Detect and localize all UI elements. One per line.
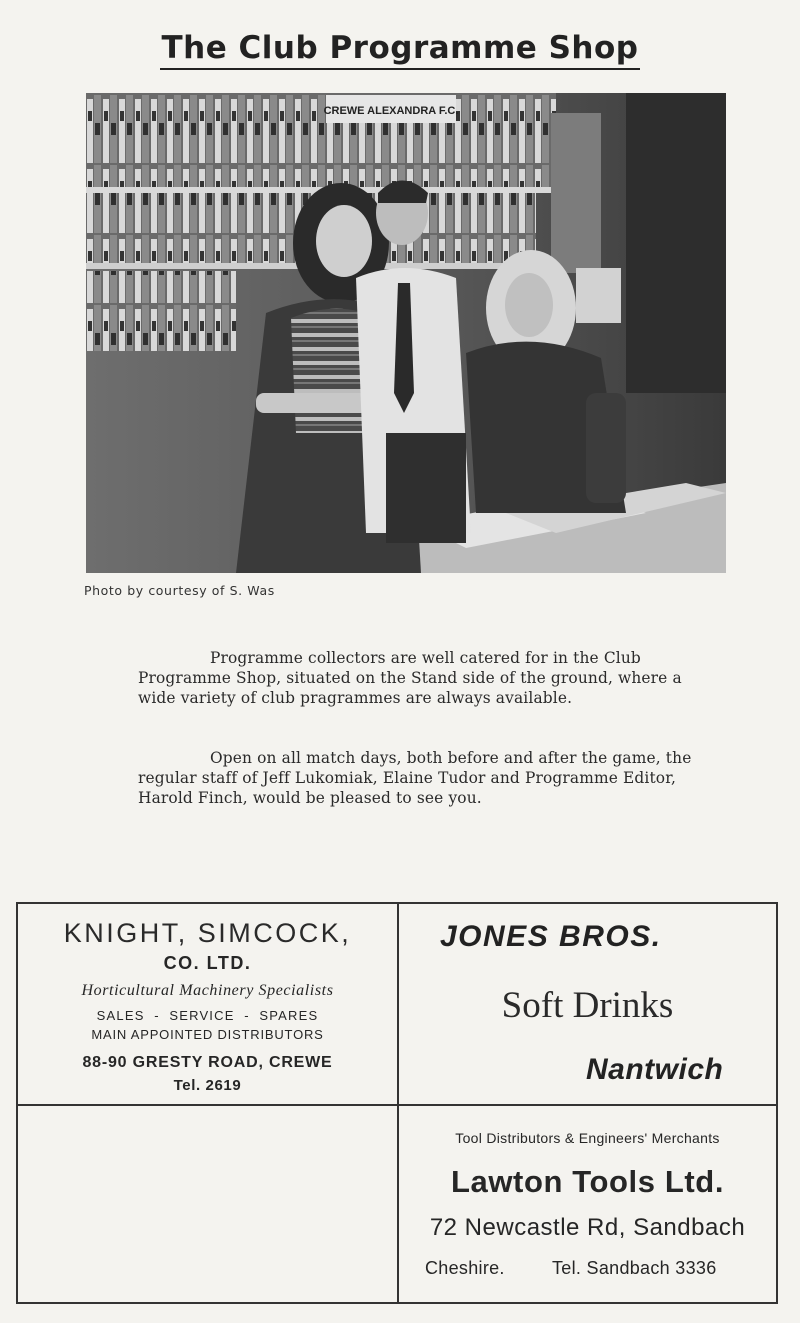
lawton-address: 72 Newcastle Rd, Sandbach xyxy=(429,1214,746,1241)
knight-simcock-services: SALES - SERVICE - SPARES xyxy=(96,1008,319,1023)
jones-bros-town: Nantwich xyxy=(586,1053,724,1086)
lawton-trade-line: Tool Distributors & Engineers' Merchants xyxy=(455,1130,720,1146)
photo-sign-text: CREWE ALEXANDRA F.C. xyxy=(323,105,459,117)
shop-photo xyxy=(86,93,726,573)
lawton-tel: Tel. Sandbach 3336 xyxy=(552,1258,717,1278)
lawton-county: Cheshire. xyxy=(425,1258,505,1278)
knight-simcock-name: KNIGHT, SIMCOCK, xyxy=(63,918,352,948)
jones-bros-name: JONES BROS. xyxy=(440,920,662,953)
knight-simcock-tagline: Horticultural Machinery Specialists xyxy=(81,982,334,999)
knight-simcock-tel: Tel. 2619 xyxy=(173,1077,242,1094)
jones-bros-product: Soft Drinks xyxy=(501,985,674,1026)
ad-divider-vertical xyxy=(397,902,399,1304)
ad-divider-horizontal xyxy=(16,1104,778,1106)
knight-simcock-address: 88-90 GRESTY ROAD, CREWE xyxy=(82,1054,333,1071)
photo-credit: Photo by courtesy of S. Was xyxy=(84,583,275,598)
lawton-name: Lawton Tools Ltd. xyxy=(450,1164,725,1199)
article-paragraph-1: Programme collectors are well catered for in the Club Programme Shop, situated on the Stand side of the ground, where a wide variety of club pragrammes are always available. xyxy=(138,649,682,707)
page-title: The Club Programme Shop xyxy=(0,30,800,70)
knight-simcock-distributors: MAIN APPOINTED DISTRIBUTORS xyxy=(91,1027,324,1042)
knight-simcock-suffix: CO. LTD. xyxy=(163,953,252,973)
article-paragraph-2: Open on all match days, both before and after the game, the regular staff of Jeff Lukomiak, Elaine Tudor and Programme Editor, Harold Finch, would be pleased to see you. xyxy=(138,749,692,807)
